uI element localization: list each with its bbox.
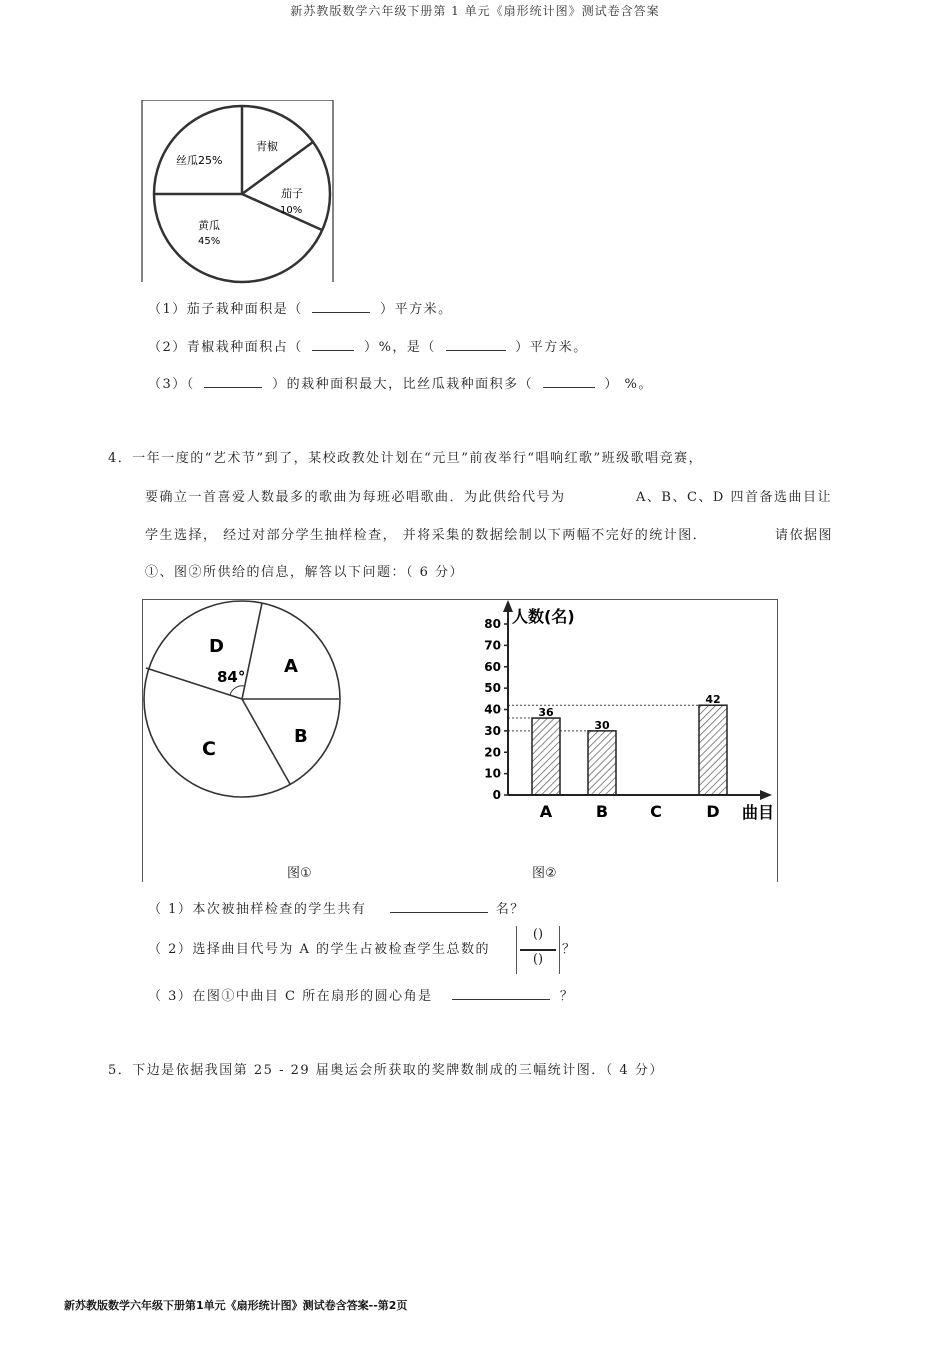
q4-sub2-tail: ？ [562,942,577,957]
answer-blank[interactable] [312,338,354,351]
y-tick-label: 30 [484,723,501,738]
q3-sub2-text: （2）青椒栽种面积占（ [148,340,303,355]
y-tick-label: 20 [484,745,501,760]
q4-line2b: A、B、C、D 四首备选曲目让 [636,490,832,505]
answer-blank[interactable] [543,375,595,388]
bar-value-label: 30 [594,718,610,732]
answer-blank[interactable] [204,375,262,388]
pie2-label-c: C [202,738,216,760]
y-tick-label: 10 [484,766,501,781]
page-header: 新苏教版数学六年级下册第 1 单元《扇形统计图》测试卷含答案 [290,4,660,18]
bar-caption: 图② [532,866,557,881]
category-label-D: D [706,802,720,821]
y-tick-label: 60 [484,659,501,674]
bar-A [532,718,560,795]
fraction-numerator[interactable]: () [532,927,544,942]
pie2-caption: 图① [287,866,312,881]
x-axis-label: 曲目 [742,803,775,822]
q3-sub3-mid: ）的栽种面积最大，比丝瓜栽种面积多（ [272,377,534,392]
veg-label-pepper: 青椒 [256,140,278,153]
veg-label-cucumber: 黄瓜 [198,219,220,232]
song-bar-chart [460,600,778,830]
y-tick-label: 40 [484,702,501,717]
q3-sub1 [148,298,453,317]
q3-sub3-text: （3）（ [148,377,195,392]
fraction-answer-box[interactable] [516,926,560,974]
fraction-bar [520,949,556,951]
q4-sub1 [148,898,525,917]
pie2-label-b: B [294,726,308,747]
answer-blank[interactable] [312,300,370,313]
veg-label-eggplant: 茄子 [281,187,303,200]
q4-sub3-text: （ 3）在图①中曲目 C 所在扇形的圆心角是 [148,989,433,1004]
q3-sub3 [148,373,653,392]
pie2-label-a: A [284,656,298,677]
q3-sub2 [148,336,588,355]
q3-sub3-tail: ） %。 [604,377,653,392]
y-tick-label: 0 [492,788,501,802]
q4-line3a: 学生选择， 经过对部分学生抽样检查， 并将采集的数据绘制以下两幅不完好的统计图． [145,528,708,543]
q4-sub3-tail: ？ [559,989,575,1004]
y-tick-label: 70 [484,638,501,653]
x-axis-arrow [760,790,772,800]
q3-sub2-tail: ）平方米。 [515,340,588,355]
veg-label-cucumber-pct: 45% [198,236,221,247]
category-label-B: B [595,802,609,821]
answer-blank[interactable] [452,987,550,1000]
q4-line4: ①、图②所供给的信息，解答以下问题：（ 6 分） [145,565,465,580]
pie2-label-d: D [209,636,224,657]
bar-D [699,705,727,795]
veg-label-eggplant-pct: 10% [280,205,303,216]
q4-line2a: 要确立一首喜爱人数最多的歌曲为每班必唱歌曲．为此供给代号为 [145,490,566,505]
category-label-A: A [539,802,553,821]
veg-label-loofah: 丝瓜25% [176,154,223,167]
q3-sub1-text: （1）茄子栽种面积是（ [148,302,303,317]
song-pie-chart [143,600,353,805]
bar-value-label: 42 [705,693,721,707]
q4-sub1-tail: 名？ [495,902,525,917]
q5-line: 5．下边是依据我国第 25 - 29 届奥运会所获取的奖牌数制成的三幅统计图．（ 4 分） [108,1063,664,1078]
q4-line3b: 请依据图 [775,528,834,543]
category-label-C: C [650,802,662,821]
q4-sub2-text: （ 2）选择曲目代号为 A 的学生占被检查学生总数的 [148,942,491,957]
q4-sub1-text: （ 1）本次被抽样检查的学生共有 [148,902,367,917]
pie2-angle-label: 84° [217,668,246,686]
q3-sub2-mid: ）%，是（ [364,340,436,355]
bar-value-label: 36 [538,706,554,720]
pie2-sector-line [242,699,290,784]
fraction-denominator[interactable]: () [532,952,544,967]
y-tick-label: 50 [484,681,501,696]
bar-B [588,731,616,795]
y-axis-label: 人数(名) [512,607,575,626]
q4-sub3 [148,985,574,1004]
q3-sub1-tail: ）平方米。 [380,302,453,317]
q4-line1: 4．一年一度的“艺术节”到了，某校政教处计划在“元旦”前夜举行“唱响红歌”班级歌唱竞赛， [108,451,704,466]
vegetable-pie-chart [140,100,340,285]
answer-blank[interactable] [390,900,488,913]
page-footer: 新苏教版数学六年级下册第1单元《扇形统计图》测试卷含答案--第2页 [64,1299,408,1312]
answer-blank[interactable] [446,338,506,351]
y-tick-label: 80 [484,617,501,631]
